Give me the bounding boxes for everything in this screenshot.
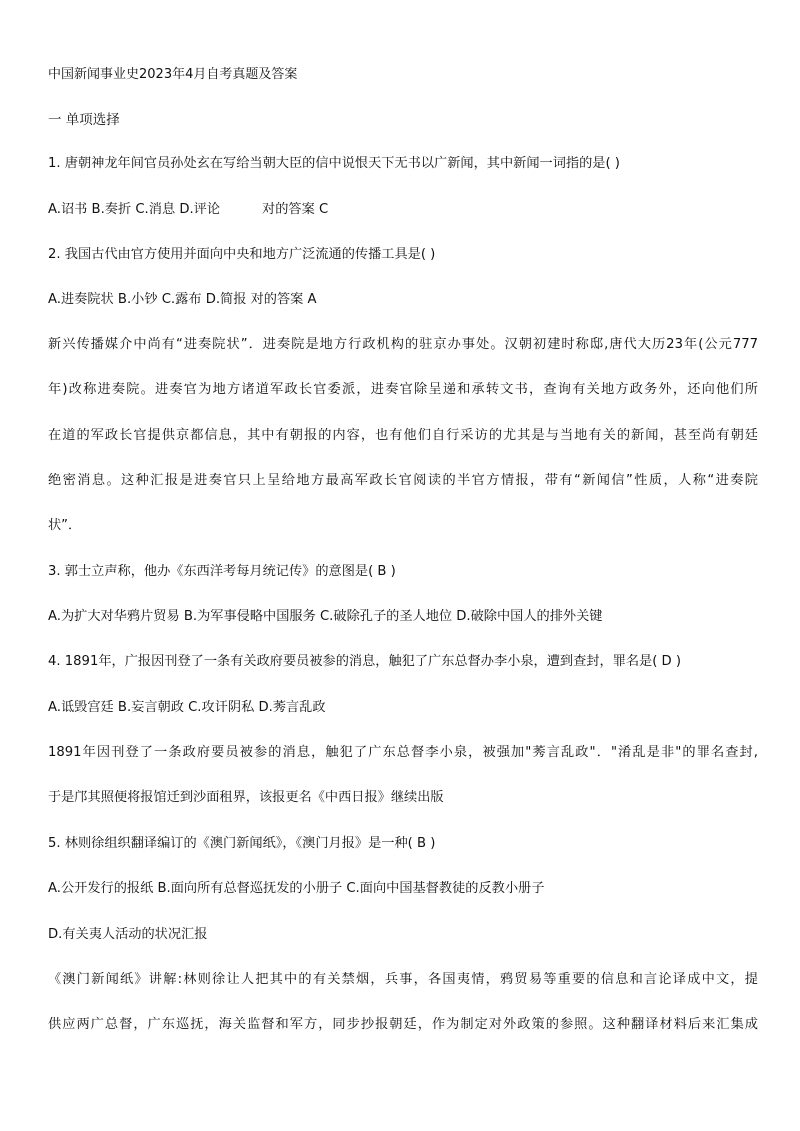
question-4: 4. 1891年，广报因刊登了一条有关政府要员被参的消息，触犯了广东总督办李小泉，遭到查封，罪名是( D ) bbox=[48, 654, 682, 669]
question-5-options: A.公开发行的报纸 B.面向所有总督巡抚发的小册子 C.面向中国基督教徒的反教小册子 bbox=[48, 881, 545, 896]
explanation-paragraph-line: 《澳门新闻纸》讲解:林则徐让人把其中的有关禁烟，兵事，各国夷情，鸦贸易等重要的信息和言论译成中文，提 bbox=[48, 972, 758, 987]
document-title: 中国新闻事业史2023年4月自考真题及答案 bbox=[48, 67, 298, 82]
question-2: 2. 我国古代由官方使用并面向中央和地方广泛流通的传播工具是( ) bbox=[48, 247, 436, 262]
question-1-options: A.诏书 B.奏折 C.消息 D.评论 bbox=[48, 202, 221, 217]
explanation-paragraph-line: 状”． bbox=[48, 518, 82, 533]
explanation-paragraph-line: 供应两广总督，广东巡抚，海关监督和军方，同步抄报朝廷，作为制定对外政策的参照。这种翻译材料后来汇集成 bbox=[48, 1017, 758, 1032]
question-3: 3. 郭士立声称，他办《东西洋考每月统记传》的意图是( B ) bbox=[48, 564, 396, 579]
question-5: 5. 林则徐组织翻译编订的《澳门新闻纸》，《澳门月报》是一种( B ) bbox=[48, 836, 436, 851]
section-heading: 一 单项选择 bbox=[48, 112, 120, 128]
question-2-options: A.进奏院状 B.小钞 C.露布 D.简报 对的答案 A bbox=[48, 292, 317, 307]
explanation-paragraph-line: 年)改称进奏院。进奏官为地方诸道军政长官委派，进奏官除呈递和承转文书，查询有关地方政务外，还向他们所 bbox=[48, 382, 758, 397]
explanation-paragraph-line: 在道的军政长官提供京都信息，其中有朝报的内容，也有他们自行采访的尤其是与当地有关的新闻，甚至尚有朝廷 bbox=[48, 428, 758, 443]
question-5-option-d: D.有关夷人活动的状况汇报 bbox=[48, 927, 208, 942]
question-1: 1. 唐朝神龙年间官员孙处玄在写给当朝大臣的信中说恨天下无书以广新闻，其中新闻一词指的是( ) bbox=[48, 156, 620, 171]
explanation-paragraph-line: 1891年因刊登了一条政府要员被参的消息，触犯了广东总督李小泉，被强加"莠言乱政"．"淆乱是非"的罪名查封, bbox=[48, 745, 758, 760]
explanation-paragraph-line: 绝密消息。这种汇报是进奏官只上呈给地方最高军政长官阅读的半官方情报，带有“新闻信”性质，人称“进奏院 bbox=[48, 473, 758, 488]
explanation-paragraph-line: 于是邝其照便将报馆迁到沙面租界，该报更名《中西日报》继续出版 bbox=[48, 790, 444, 805]
question-1-options-row bbox=[48, 201, 758, 219]
question-4-options: A.诋毁宫廷 B.妄言朝政 C.攻讦阴私 D.莠言乱政 bbox=[48, 700, 326, 715]
question-1-answer: 对的答案 C bbox=[262, 202, 329, 217]
explanation-paragraph-line: 新兴传播媒介中尚有“进奏院状”．进奏院是地方行政机构的驻京办事处。汉朝初建时称邸,唐代大历23年(公元777 bbox=[48, 337, 758, 352]
question-3-options: A.为扩大对华鸦片贸易 B.为军事侵略中国服务 C.破除孔子的圣人地位 D.破除中国人的排外关键 bbox=[48, 609, 603, 624]
